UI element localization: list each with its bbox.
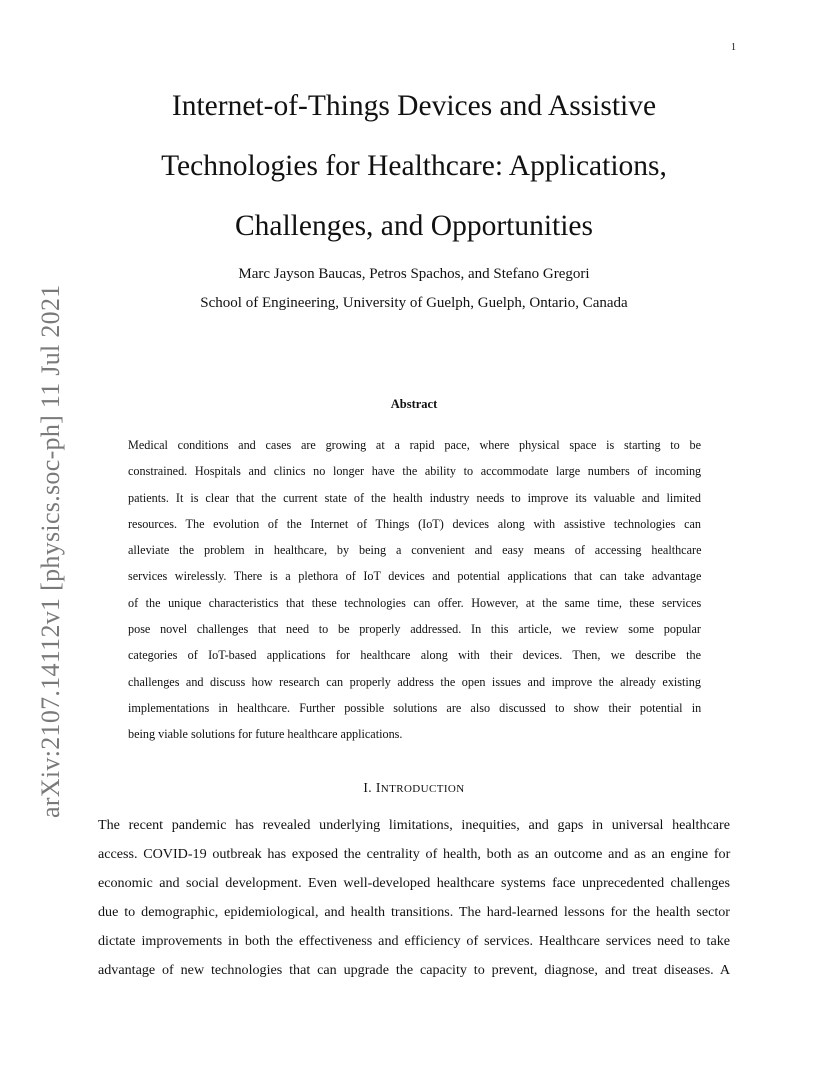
section-title-rest: NTRODUCTION <box>380 783 465 795</box>
abstract-line: pose novel challenges that need to be properly addressed. In this article, we review some popular <box>128 622 701 637</box>
body-line: The recent pandemic has revealed underlying limitations, inequities, and gaps in universal healthcare <box>98 817 730 833</box>
abstract-line: being viable solutions for future healthcare applications. <box>128 727 403 742</box>
abstract-line: Medical conditions and cases are growing at a rapid pace, where physical space is starting to be <box>128 438 702 452</box>
abstract-line: constrained. Hospitals and clinics no longer have the ability to accommodate large numbers of incoming <box>128 464 702 479</box>
body-line: dictate improvements in both the effectiveness and efficiency of services. Healthcare services need to take <box>98 933 730 949</box>
abstract-line: services wirelessly. There is a plethora of IoT devices and potential applications that can take advantage <box>128 569 702 584</box>
abstract-line: challenges and discuss how research can properly address the open issues and improve the already existing <box>128 674 701 689</box>
section-title-initial: I <box>375 780 381 795</box>
abstract-line: categories of IoT-based applications for healthcare along with their devices. Then, we describe the <box>128 648 701 663</box>
paper-title <box>100 76 728 256</box>
body-line: advantage of new technologies that can upgrade the capacity to prevent, diagnose, and treat diseases. A <box>98 962 730 978</box>
title-line: Internet-of-Things Devices and Assistive <box>171 90 657 122</box>
abstract-heading: Abstract <box>390 397 438 411</box>
body-line: due to demographic, epidemiological, and health transitions. The hard-learned lessons for the health sector <box>98 904 730 920</box>
arxiv-identifier-stamp: arXiv:2107.14112v1 [physics.soc-ph] 11 Jul 2021 <box>36 284 65 818</box>
abstract-line: resources. The evolution of the Internet of Things (IoT) devices along with assistive technologies can <box>128 516 702 531</box>
abstract-line: alleviate the problem in healthcare, by being a convenient and easy means of accessing healthcare <box>128 543 702 558</box>
section-heading-introduction <box>100 780 728 796</box>
affiliation: School of Engineering, University of Guelph, Guelph, Ontario, Canada <box>200 295 628 311</box>
abstract-line: patients. It is clear that the current state of the health industry needs to improve its valuable and limited <box>128 490 701 505</box>
title-line: Technologies for Healthcare: Applications, <box>161 150 667 182</box>
title-line: Challenges, and Opportunities <box>234 210 594 242</box>
author-list: Marc Jayson Baucas, Petros Spachos, and Stefano Gregori <box>238 266 590 282</box>
page-number: 1 <box>731 42 736 53</box>
abstract-line: of the unique characteristics that these technologies can offer. However, at the same time, these services <box>128 595 702 610</box>
abstract-line: implementations in healthcare. Further possible solutions are also discussed to show their potential in <box>128 700 702 715</box>
body-line: access. COVID-19 outbreak has exposed the centrality of health, both as an outcome and as an engine for <box>98 846 731 862</box>
abstract-body <box>128 432 701 748</box>
introduction-body <box>98 811 730 985</box>
section-number: I. <box>363 780 373 795</box>
body-line: economic and social development. Even well-developed healthcare systems face unprecedented challenges <box>98 875 731 891</box>
